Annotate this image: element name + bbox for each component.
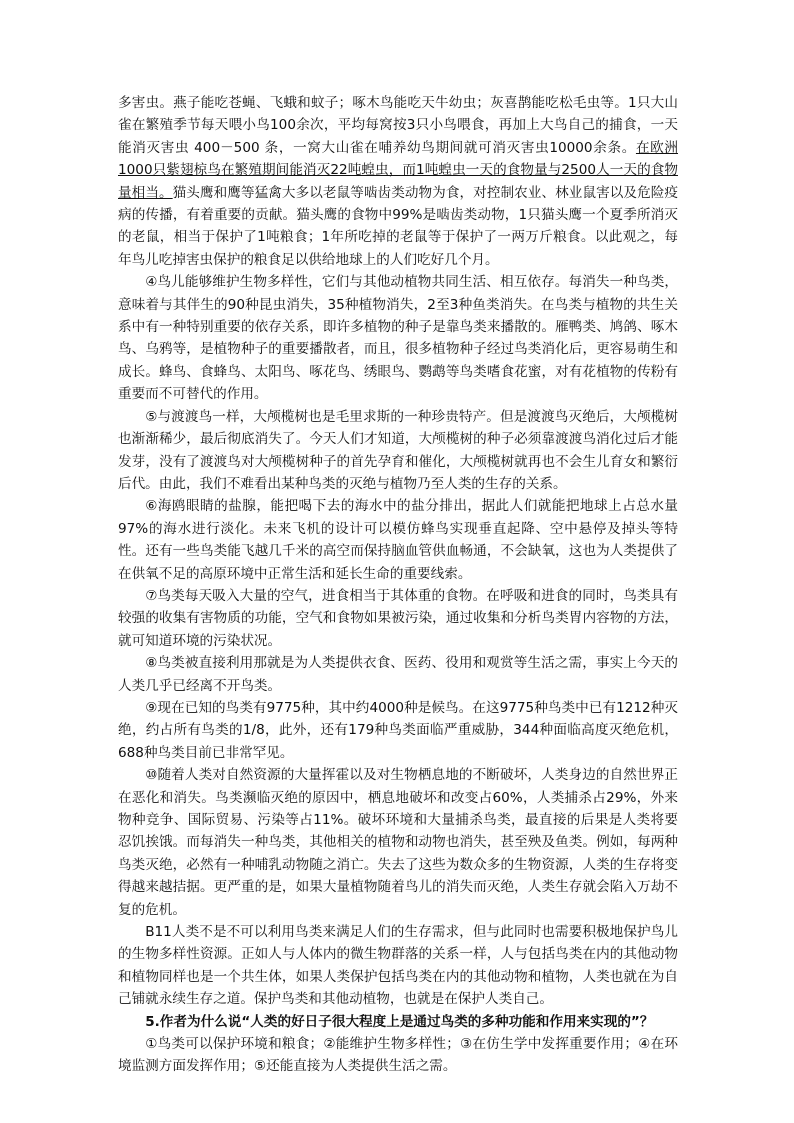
paragraph-3 [118,92,678,271]
paragraph-3-part-b: 猫头鹰和鹰等猛禽大多以老鼠等啮齿类动物为食，对控制农业、林业鼠害以及危险疫病的传播，有着重要的贡献。猫头鹰的食物中99%是啮齿类动物，1只猫头鹰一个夏季所消灭的老鼠，相当于保护了1吨粮食；1年所吃掉的老鼠等于保护了一两万斤粮食。以此观之，每年鸟儿吃掉害虫保护的粮食足以供给地球上的人们吃好几个月。 [118,184,678,268]
question-5: 5.作者为什么说“人类的好日子很大程度上是通过鸟类的多种功能和作用来实现的”？ [145,1013,654,1030]
document-page [118,92,678,1078]
paragraph-4: ④鸟儿能够维护生物多样性，它们与其他动植物共同生活、相互依存。每消失一种鸟类，意味着与其伴生的90种昆虫消失，35种植物消失，2至3种鱼类消失。在鸟类与植物的共生关系中有一种特别重要的依存关系，即许多植物的种子是靠鸟类来播散的。雁鸭类、鸠鸽、啄木鸟、乌鸦等，是植物种子的重要播散者，而且，很多植物种子经过鸟类消化后，更容易萌生和成长。蜂鸟、食蜂鸟、太阳鸟、啄花鸟、绣眼鸟、鹦鹉等鸟类嗜食花蜜，对有花植物的传粉有重要而不可替代的作用。 [118,274,678,403]
paragraph-6: ⑥海鸥眼睛的盐腺，能把喝下去的海水中的盐分排出，据此人们就能把地球上占总水量97%的海水进行淡化。未来飞机的设计可以模仿蜂鸟实现垂直起降、空中悬停及掉头等特性。还有一些鸟类能飞越几千米的高空而保持脑血管供血畅通，不会缺氧，这也为人类提供了在供氧不足的高原环境中正常生活和延长生命的重要线索。 [118,498,678,582]
paragraph-3-part-a: 多害虫。燕子能吃苍蝇、飞蛾和蚊子；啄木鸟能吃天牛幼虫；灰喜鹊能吃松毛虫等。1只大山雀在繁殖季节每天喂小鸟100余次，平均每窝按3只小鸟喂食，再加上大鸟自己的捕食，一天能消灭害虫 400－500 条，一窝大山雀在哺养幼鸟期间就可消灭害虫10000余条。 [118,95,678,156]
question-5-answer: ①鸟类可以保护环境和粮食；②能维护生物多样性；③在仿生学中发挥重要作用；④在环境监测方面发挥作用；⑤还能直接为人类提供生活之需。 [118,1036,678,1075]
paragraph-3-underlined-sentence: 在欧洲1000只紫翅椋鸟在繁殖期间能消灭22吨蝗虫，而1吨蝗虫一天的食物量与2500人一天的食物量相当。 [118,139,679,201]
paragraph-5: ⑤与渡渡鸟一样，大颅榄树也是毛里求斯的一种珍贵特产。但是渡渡鸟灭绝后，大颅榄树也渐渐稀少，最后彻底消失了。今天人们才知道，大颅榄树的种子必须靠渡渡鸟消化过后才能发芽，没有了渡渡鸟对大颅榄树种子的首先孕育和催化，大颅榄树就再也不会生儿育女和繁衍后代。由此，我们不难看出某种鸟类的灭绝与植物乃至人类的生存的关系。 [118,408,678,492]
paragraph-7: ⑦鸟类每天吸入大量的空气，进食相当于其体重的食物。在呼吸和进食的同时，鸟类具有较强的收集有害物质的功能，空气和食物如果被污染，通过收集和分析鸟类胃内容物的方法，就可知道环境的污染状况。 [118,587,678,649]
paragraph-9: ⑨现在已知的鸟类有9775种，其中约4000种是候鸟。在这9775种鸟类中已有1212种灭绝，约占所有鸟类的1/8，此外，还有179种鸟类面临严重威胁，344种面临高度灭绝危机，688种鸟类目前已非常罕见。 [118,699,678,761]
paragraph-10: ⑩随着人类对自然资源的大量挥霍以及对生物栖息地的不断破坏，人类身边的自然世界正在恶化和消失。鸟类濒临灭绝的原因中，栖息地破坏和改变占60%，人类捕杀占29%，外来物种竞争、国际贸易、污染等占11%。破坏环境和大量捕杀鸟类，最直接的后果是人类将要忍饥挨饿。而每消失一种鸟类，其他相关的植物和动物也消失，甚至殃及鱼类。例如，每两种鸟类灭绝，必然有一种哺乳动物随之消亡。失去了这些为数众多的生物资源，人类的生存将变得越来越拮据。更严重的是，如果大量植物随着鸟儿的消失而灭绝，人类生存就会陷入万劫不复的危机。 [118,767,678,918]
paragraph-8: ⑧鸟类被直接利用那就是为人类提供衣食、医药、役用和观赏等生活之需，事实上今天的人类几乎已经离不开鸟类。 [118,655,678,694]
paragraph-11: B11人类不是不可以利用鸟类来满足人们的生存需求，但与此同时也需要积极地保护鸟儿的生物多样性资源。正如人与人体内的微生物群落的关系一样，人与包括鸟类在内的其他动物和植物同样也是一个共生体，如果人类保护包括鸟类在内的其他动物和植物，人类也就在为自己铺就永续生存之道。保护鸟类和其他动植物，也就是在保护人类自己。 [118,924,678,1008]
